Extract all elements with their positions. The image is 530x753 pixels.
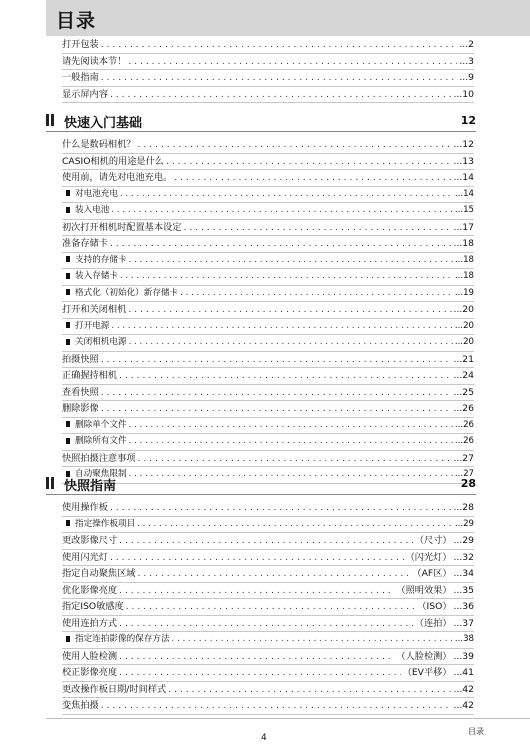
toc-entry-page: 18 (463, 253, 474, 269)
toc-entry-label (62, 154, 166, 170)
toc-entry-text: 显示屏内容 (62, 88, 108, 100)
dot-leader: ... (452, 698, 463, 714)
dot-leader: ... (452, 302, 463, 318)
footer-page-number: 4 (261, 733, 267, 743)
toc-entry-page: 37 (462, 616, 474, 632)
toc-entry-page: 21 (462, 352, 474, 368)
dot-leader: ... (457, 70, 468, 86)
dot-leader (172, 632, 453, 648)
toc-entry[interactable] (62, 137, 474, 154)
toc-entry-label (62, 533, 119, 549)
toc-entry-page: 3 (468, 54, 474, 70)
toc-entry-page: 39 (462, 649, 474, 665)
toc-entry-suffix: （EV平移） (401, 665, 452, 681)
bullet-square-icon (66, 438, 70, 444)
toc-entry-text: 一般指南 (62, 72, 99, 83)
toc-entry-text: 打开和关闭相机 (62, 304, 127, 315)
dot-leader (126, 599, 416, 615)
toc-entry[interactable] (62, 368, 474, 385)
dot-leader: ... (453, 418, 463, 434)
toc-entry-label (62, 550, 110, 566)
toc-entry[interactable] (62, 401, 474, 418)
toc-entry-page: 29 (462, 533, 474, 549)
dot-leader: ... (452, 137, 463, 153)
toc-subentry[interactable] (62, 434, 474, 451)
toc-entry[interactable] (62, 698, 474, 715)
dot-leader: ... (453, 319, 463, 335)
toc-entry[interactable] (62, 236, 474, 253)
toc-entry-text: 格式化（初始化）新存储卡 (75, 287, 179, 298)
toc-entry-text: 支持的存储卡 (75, 254, 127, 265)
toc-subentry[interactable] (62, 319, 474, 336)
toc-entry[interactable] (62, 385, 474, 402)
toc-entry-text: 使用前，请先对电池充电。 (62, 172, 173, 183)
toc-entry-page: 36 (462, 599, 474, 615)
toc-entry-page: 27 (463, 467, 474, 483)
toc-entry[interactable] (62, 54, 474, 71)
toc-entry-page: 20 (462, 302, 474, 318)
dot-leader (119, 533, 413, 549)
toc-entry-text: 装入存储卡 (75, 271, 118, 281)
toc-entry-label (62, 616, 119, 632)
toc-entry-text: 初次打开相机时配置基本设定 (62, 221, 182, 233)
bullet-square-icon (66, 256, 70, 262)
toc-entry-label (62, 170, 174, 186)
toc-entry-page: 20 (463, 335, 474, 351)
toc-entry-page: 14 (463, 187, 474, 203)
toc-entry-text: 删除所有文件 (75, 436, 127, 446)
toc-entry-label (62, 649, 119, 665)
toc-entry-label (62, 203, 111, 219)
toc-entry-page: 15 (463, 203, 474, 219)
section-header-quick-start (46, 111, 476, 132)
dot-leader: ... (453, 467, 463, 483)
dot-leader: ... (452, 533, 463, 549)
dot-leader: ... (453, 632, 463, 648)
toc-subentry[interactable] (62, 517, 474, 534)
dot-leader: ... (453, 286, 463, 302)
dot-leader (138, 566, 411, 582)
toc-entry-label (62, 286, 180, 302)
dot-leader (119, 616, 413, 632)
dot-leader (101, 70, 458, 86)
toc-entry-text: 优化影像亮度 (62, 584, 118, 596)
toc-entry-label (62, 418, 129, 434)
toc-entry-suffix: （连拍） (413, 616, 452, 632)
toc-entry-label (62, 566, 138, 582)
dot-leader: ... (452, 385, 463, 401)
toc-entry[interactable] (62, 533, 474, 550)
dot-leader (110, 236, 452, 252)
toc-entry-label (62, 451, 138, 467)
toc-entry[interactable] (62, 451, 474, 468)
toc-entry[interactable] (62, 500, 474, 517)
toc-entry-text: 装入电池 (75, 205, 110, 215)
toc-entry-page: 38 (463, 632, 474, 648)
section-marker-icon (46, 114, 58, 126)
section-header-snapshot-guide (46, 474, 476, 495)
toc-entry-page: 29 (463, 517, 474, 533)
toc-entry-text: 打开包装 (62, 39, 99, 50)
section-page: 28 (460, 477, 476, 490)
dot-leader (111, 203, 452, 219)
dot-leader: ... (452, 451, 463, 467)
toc-entry-text: 使用连拍方式 (62, 617, 118, 629)
toc-entry[interactable] (62, 616, 474, 633)
dot-leader (111, 319, 452, 335)
toc-entry[interactable] (62, 649, 474, 666)
dot-leader (120, 269, 453, 285)
dot-leader (119, 583, 394, 599)
dot-leader: ... (453, 203, 463, 219)
toc-subentry[interactable] (62, 203, 474, 220)
toc-entry-label (62, 632, 172, 648)
bullet-square-icon (66, 273, 70, 279)
dot-leader (119, 649, 394, 665)
toc-entry-page: 26 (463, 434, 474, 450)
dot-leader (129, 335, 453, 351)
dot-leader: ... (452, 599, 463, 615)
dot-leader: ... (452, 682, 463, 698)
toc-group-snapshot-guide (62, 500, 474, 715)
toc-entry-page: 9 (468, 70, 474, 86)
section-marker-icon (46, 477, 58, 489)
bullet-square-icon (66, 339, 70, 345)
toc-subentry[interactable] (62, 269, 474, 286)
dot-leader (101, 37, 458, 53)
toc-entry-label (62, 517, 137, 533)
toc-entry[interactable] (62, 37, 474, 54)
dot-leader: ... (457, 37, 468, 53)
toc-subentry[interactable] (62, 335, 474, 352)
toc-entry-suffix: （AF区） (410, 566, 451, 582)
section-title: 快速入门基础 (64, 116, 143, 131)
dot-leader: ... (452, 616, 463, 632)
dot-leader: ... (452, 154, 463, 170)
bullet-square-icon (66, 289, 70, 295)
dot-leader (168, 682, 451, 698)
dot-leader: ... (452, 649, 463, 665)
toc-entry-label (62, 253, 129, 269)
title-banner (46, 0, 530, 36)
toc-entry[interactable] (62, 154, 474, 171)
toc-entry-label (62, 87, 110, 103)
toc-entry-page: 10 (462, 87, 474, 103)
toc-entry-page: 26 (462, 401, 474, 417)
toc-entry-text: 快照拍摄注意事项 (62, 452, 136, 464)
toc-entry[interactable] (62, 583, 474, 600)
toc-entry-text: 什么是数码相机？ (62, 139, 136, 150)
toc-entry-label (62, 319, 111, 335)
toc-entry-text: 正确握持相机 (62, 370, 118, 381)
dot-leader (183, 220, 451, 236)
dot-leader (110, 87, 452, 103)
toc-entry-text: 更改影像尺寸 (62, 535, 118, 546)
toc-entry-page: 41 (462, 665, 474, 681)
toc-entry-label (62, 599, 126, 615)
toc-entry[interactable] (62, 70, 474, 87)
bullet-square-icon (66, 520, 70, 526)
dot-leader: ... (452, 236, 463, 252)
toc-group-quick-start (62, 137, 474, 484)
toc-entry-page: 20 (463, 319, 474, 335)
toc-entry-text: 使用操作板 (62, 502, 108, 513)
toc-entry[interactable] (62, 170, 474, 187)
dot-leader: ... (452, 665, 463, 681)
dot-leader: ... (452, 220, 463, 236)
toc-entry-page: 14 (462, 170, 474, 186)
toc-subentry[interactable] (62, 253, 474, 270)
dot-leader (101, 385, 452, 401)
dot-leader (128, 54, 457, 70)
dot-leader: ... (452, 583, 463, 599)
toc-entry-page: 17 (462, 220, 474, 236)
toc-entry-label (62, 500, 110, 516)
toc-entry-label (62, 682, 168, 698)
dot-leader: ... (453, 187, 463, 203)
toc-entry-text: 拍摄快照 (62, 353, 99, 365)
toc-entry-text: 指定自动聚焦区域 (62, 568, 136, 579)
dot-leader (129, 434, 453, 450)
dot-leader: ... (453, 517, 463, 533)
dot-leader: ... (452, 566, 463, 582)
dot-leader (110, 550, 404, 566)
toc-entry-page: 35 (462, 583, 474, 599)
dot-leader (101, 352, 452, 368)
toc-entry-text: 打开电源 (75, 320, 110, 331)
toc-entry-text: 对电池充电 (75, 188, 118, 199)
dot-leader: ... (453, 335, 463, 351)
dot-leader: ... (452, 87, 463, 103)
toc-entry[interactable] (62, 682, 474, 699)
toc-entry-page: 19 (463, 286, 474, 302)
toc-entry-text: 指定连拍影像的保存方法 (75, 634, 170, 644)
page-title: 目录 (56, 10, 97, 32)
dot-leader (129, 418, 453, 434)
dot-leader (120, 187, 453, 203)
section-title: 快照指南 (64, 479, 117, 494)
toc-entry-text: 使用人脸检测 (62, 650, 118, 662)
dot-leader (129, 253, 453, 269)
bullet-square-icon (66, 636, 70, 642)
toc-group-intro (62, 37, 474, 103)
dot-leader: ... (453, 253, 463, 269)
toc-entry-text: 删除单个文件 (75, 419, 127, 430)
dot-leader: ... (452, 170, 463, 186)
footer-divider (46, 718, 530, 719)
bullet-square-icon (66, 322, 70, 328)
toc-entry-label (62, 583, 119, 599)
dot-leader: ... (452, 500, 463, 516)
toc-entry-page: 34 (462, 566, 474, 582)
toc-entry-suffix: （照明效果） (394, 583, 451, 599)
toc-entry-text: 自动聚焦限制 (75, 469, 127, 479)
toc-entry-text: 请先阅读本节！ (62, 55, 127, 67)
toc-entry-page: 24 (462, 368, 474, 384)
bullet-square-icon (66, 207, 70, 213)
dot-leader: ... (452, 550, 463, 566)
toc-entry-label (62, 665, 119, 681)
toc-entry-text: 校正影像亮度 (62, 667, 118, 678)
dot-leader (101, 698, 452, 714)
toc-entry-suffix: （人脸检测） (394, 649, 451, 665)
toc-subentry[interactable] (62, 286, 474, 303)
bullet-square-icon (66, 190, 70, 196)
toc-entry-label (62, 335, 129, 351)
dot-leader (110, 500, 452, 516)
toc-entry-text: 指定操作板项目 (75, 518, 136, 529)
toc-entry-page: 12 (462, 137, 474, 153)
toc-entry-page: 32 (462, 550, 474, 566)
toc-entry-page: 18 (462, 236, 474, 252)
toc-entry-page: 42 (462, 682, 474, 698)
toc-entry-label (62, 385, 101, 401)
toc-entry-label (62, 236, 110, 252)
toc-entry-text: 查看快照 (62, 386, 99, 398)
dot-leader (101, 401, 452, 417)
dot-leader (128, 302, 451, 318)
dot-leader: ... (457, 54, 468, 70)
toc-entry-label (62, 37, 101, 53)
dot-leader (138, 137, 452, 153)
toc-entry-text: 关闭相机电源 (75, 337, 127, 347)
toc-entry-text: 准备存储卡 (62, 238, 108, 249)
toc-entry-page: 26 (463, 418, 474, 434)
dot-leader: ... (453, 269, 463, 285)
toc-subentry[interactable] (62, 418, 474, 435)
toc-entry-text: 变焦拍摄 (62, 700, 99, 711)
toc-entry-page: 18 (463, 269, 474, 285)
footer-label: 目录 (468, 727, 484, 736)
toc-entry-text: 使用闪光灯 (62, 551, 108, 563)
toc-entry[interactable] (62, 302, 474, 319)
toc-entry-label (62, 137, 138, 153)
toc-entry-label (62, 302, 128, 318)
toc-entry-page: 2 (468, 37, 474, 53)
toc-entry-suffix: （闪光灯） (404, 550, 452, 566)
toc-subentry[interactable] (62, 187, 474, 204)
toc-entry-suffix: （ISO） (415, 599, 451, 615)
toc-entry-label (62, 220, 183, 236)
toc-entry[interactable] (62, 87, 474, 104)
dot-leader (174, 170, 451, 186)
toc-entry[interactable] (62, 599, 474, 616)
toc-entry-page: 13 (462, 154, 474, 170)
toc-entry-label (62, 70, 101, 86)
toc-entry-label (62, 368, 119, 384)
toc-entry-label (62, 269, 120, 285)
toc-entry-page: 27 (462, 451, 474, 467)
dot-leader (166, 154, 452, 170)
toc-entry[interactable] (62, 566, 474, 583)
toc-entry-label (62, 352, 101, 368)
toc-entry-label (62, 187, 120, 203)
bullet-square-icon (66, 421, 70, 427)
dot-leader: ... (452, 368, 463, 384)
dot-leader: ... (452, 401, 463, 417)
dot-leader (180, 286, 453, 302)
toc-entry-text: 更改操作板日期/时间样式 (62, 683, 167, 695)
toc-entry-page: 42 (462, 698, 474, 714)
dot-leader: ... (452, 352, 463, 368)
dot-leader (119, 665, 401, 681)
toc-entry-label (62, 434, 129, 450)
dot-leader (138, 451, 452, 467)
toc-entry[interactable] (62, 352, 474, 369)
toc-subentry[interactable] (62, 632, 474, 649)
toc-entry-text: 指定ISO敏感度 (62, 601, 124, 612)
dot-leader (137, 517, 453, 533)
section-page: 12 (460, 114, 476, 127)
toc-entry-label (62, 698, 101, 714)
toc-entry-label (62, 54, 128, 70)
dot-leader (119, 368, 451, 384)
toc-entry[interactable] (62, 665, 474, 682)
toc-entry-text: 删除影像 (62, 403, 99, 414)
dot-leader: ... (453, 434, 463, 450)
toc-entry[interactable] (62, 220, 474, 237)
toc-entry-text: CASIO相机的用途是什么 (62, 155, 164, 167)
toc-entry[interactable] (62, 550, 474, 567)
toc-entry-suffix: （尺寸） (413, 533, 452, 549)
toc-entry-page: 28 (462, 500, 474, 516)
toc-entry-page: 25 (462, 385, 474, 401)
toc-entry-label (62, 401, 101, 417)
